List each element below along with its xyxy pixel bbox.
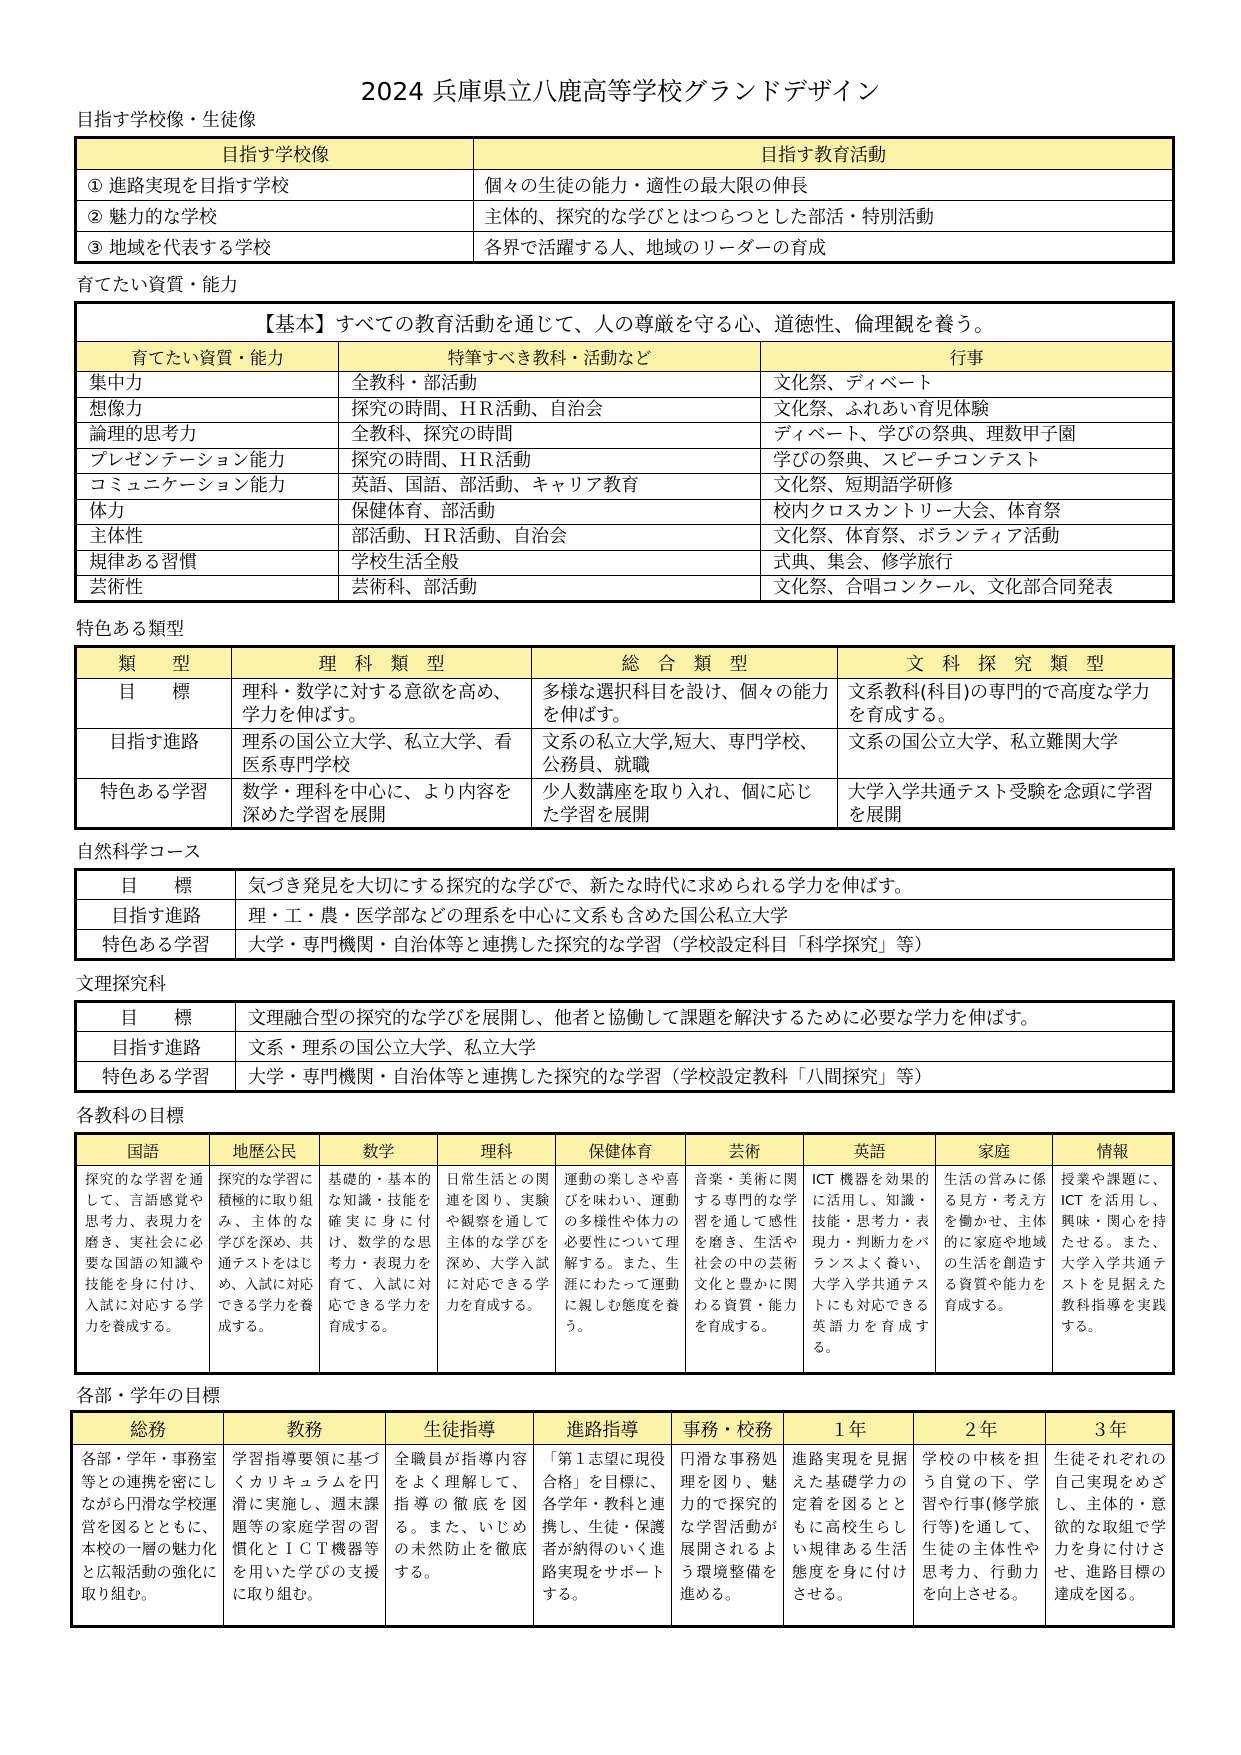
- table-row: [76, 550, 1174, 576]
- qualities-subjects-cell: 全教科、探究の時間: [339, 423, 761, 449]
- qualities-events-cell: 式典、集会、修学旅行: [761, 550, 1174, 576]
- qualities-events-cell: 校内クロスカントリー大会、体育祭: [761, 499, 1174, 525]
- types-table: [74, 645, 1175, 830]
- department-header: 生徒指導: [386, 1412, 534, 1445]
- science-row-value: 理・工・農・医学部などの理系を中心に文系も含めた国公私立大学: [236, 900, 1174, 930]
- science-row-label: 目指す進路: [76, 900, 236, 930]
- vision-activity-cell: 主体的、探究的な学びとはつらつとした部活・特別活動: [474, 201, 1174, 232]
- qualities-subjects-cell: 全教科・部活動: [339, 372, 761, 398]
- subject-header: 地歴公民: [210, 1134, 320, 1166]
- qualities-ability-cell: 集中力: [76, 372, 339, 398]
- qualities-ability-cell: 主体性: [76, 525, 339, 551]
- subject-header: 保健体育: [556, 1134, 686, 1166]
- table-row: [76, 576, 1174, 602]
- department-header: 事務・校務: [672, 1412, 784, 1445]
- science-row-value: 気づき発見を大切にする探究的な学びで、新たな時代に求められる学力を伸ばす。: [236, 870, 1174, 900]
- section-heading-bunri: 文理探究科: [76, 974, 166, 995]
- subject-goal-text: 音楽・美術に関する専門的な学習を通して感性を磨き、生活や社会の中の芸術文化と豊かに関わる資質・能力を育成する。: [686, 1166, 804, 1374]
- bunri-row-value: 大学・専門機関・自治体等と連携した探究的な学習（学校設定教科「八間探究」等）: [236, 1062, 1174, 1092]
- types-science-cell: 数学・理科を中心に、より内容を深めた学習を展開: [232, 779, 532, 829]
- subject-goal-text: 探究的な学習を通して、言語感覚や思考力、表現力を磨き、実社会に必要な国語の知識や技能を身に付け、入試に対応する学力を養成する。: [76, 1166, 210, 1374]
- bunri-row-value: 文系・理系の国公立大学、私立大学: [236, 1032, 1174, 1062]
- vision-school-cell: ③ 地域を代表する学校: [76, 232, 474, 263]
- qualities-ability-cell: 論理的思考力: [76, 423, 339, 449]
- qualities-events-cell: 文化祭、ふれあい育児体験: [761, 397, 1174, 423]
- subject-header: 数学: [320, 1134, 438, 1166]
- section-heading-types: 特色ある類型: [76, 619, 184, 640]
- types-general-cell: 少人数講座を取り入れ、個に応じた学習を展開: [532, 779, 838, 829]
- qualities-events-cell: ディベート、学びの祭典、理数甲子園: [761, 423, 1174, 449]
- page-title: 2024 兵庫県立八鹿高等学校グランドデザイン: [360, 77, 881, 106]
- table-row: [76, 474, 1174, 500]
- qualities-base-statement: 【基本】すべての教育活動を通じて、人の尊厳を守る心、道徳性、倫理観を養う。: [76, 303, 1174, 342]
- department-header: 総務: [72, 1412, 224, 1445]
- types-header-science: 理 科 類 型: [232, 647, 532, 679]
- bunri-row-value: 文理融合型の探究的な学びを展開し、他者と協働して課題を解決するために必要な学力を伸ばす。: [236, 1002, 1174, 1032]
- vision-activity-cell: 各界で活躍する人、地域のリーダーの育成: [474, 232, 1174, 263]
- subject-goal-text: 生活の営みに係る見方・考え方を働かせ、主体的に家庭や地域の生活を創造する資質や能力を育成する。: [936, 1166, 1053, 1374]
- section-heading-subjects: 各教科の目標: [76, 1106, 184, 1127]
- bunri-row-label: 目 標: [76, 1002, 236, 1032]
- qualities-ability-cell: コミュニケーション能力: [76, 474, 339, 500]
- table-row: [76, 729, 1174, 779]
- types-science-cell: 理系の国公立大学、私立大学、看医系専門学校: [232, 729, 532, 779]
- department-goal-text: 学校の中核を担う自覚の下、学習や行事(修学旅行等)を通して、生徒の主体性や思考力、行動力を向上させる。: [914, 1445, 1046, 1627]
- departments-table: [70, 1410, 1175, 1628]
- qualities-ability-cell: プレゼンテーション能力: [76, 448, 339, 474]
- table-row: [76, 201, 1174, 232]
- subject-goal-text: 基礎的・基本的な知識・技能を確実に身に付け、数学的な思考力・表現力を育て、入試に対応できる学力を育成する。: [320, 1166, 438, 1374]
- types-row-label: 特色ある学習: [76, 779, 232, 829]
- table-row: [76, 1062, 1174, 1092]
- science-row-label: 特色ある学習: [76, 930, 236, 960]
- qualities-events-cell: 文化祭、合唱コンクール、文化部合同発表: [761, 576, 1174, 602]
- section-heading-qualities: 育てたい資質・能力: [76, 275, 238, 296]
- qualities-ability-cell: 想像力: [76, 397, 339, 423]
- department-header: １年: [784, 1412, 914, 1445]
- table-row: [76, 499, 1174, 525]
- department-goal-text: 全職員が指導内容をよく理解して、指導の徹底を図る。また、いじめの未然防止を徹底する。: [386, 1445, 534, 1627]
- types-humanities-cell: 大学入学共通テスト受験を念頭に学習を展開: [838, 779, 1174, 829]
- table-row: [76, 448, 1174, 474]
- subject-header: 英語: [804, 1134, 936, 1166]
- qualities-header-subjects: 特筆すべき教科・活動など: [339, 342, 761, 372]
- qualities-events-cell: 文化祭、体育祭、ボランティア活動: [761, 525, 1174, 551]
- department-header: 教務: [224, 1412, 386, 1445]
- table-row: [76, 232, 1174, 263]
- qualities-events-cell: 学びの祭典、スピーチコンテスト: [761, 448, 1174, 474]
- subject-goal-text: 運動の楽しさや喜びを味わい、運動の多様性や体力の必要性について理解する。また、生涯にわたって運動に親しむ態度を養う。: [556, 1166, 686, 1374]
- department-header: ２年: [914, 1412, 1046, 1445]
- subject-header: 家庭: [936, 1134, 1053, 1166]
- subject-header: 芸術: [686, 1134, 804, 1166]
- table-row: [76, 397, 1174, 423]
- table-row: [76, 170, 1174, 201]
- qualities-table: [74, 301, 1175, 603]
- vision-header-school: 目指す学校像: [76, 138, 474, 170]
- department-header: 進路指導: [534, 1412, 672, 1445]
- table-row: [76, 423, 1174, 449]
- types-general-cell: 多様な選択科目を設け、個々の能力を伸ばす。: [532, 679, 838, 729]
- types-header-general: 総 合 類 型: [532, 647, 838, 679]
- table-row: [76, 900, 1174, 930]
- vision-activity-cell: 個々の生徒の能力・適性の最大限の伸長: [474, 170, 1174, 201]
- department-goal-text: 進路実現を見据えた基礎学力の定着を図るとともに高校生らしい規律ある生活態度を身に付けさせる。: [784, 1445, 914, 1627]
- subject-goal-text: 授業や課題に、ICT を活用し、興味・関心を持たせる。また、大学入学共通テストを見据えた教科指導を実践する。: [1053, 1166, 1174, 1374]
- bunri-row-label: 特色ある学習: [76, 1062, 236, 1092]
- section-heading-departments: 各部・学年の目標: [76, 1386, 220, 1407]
- vision-header-activity: 目指す教育活動: [474, 138, 1174, 170]
- subject-header: 国語: [76, 1134, 210, 1166]
- department-goal-text: 生徒それぞれの自己実現をめざし、主体的・意欲的な取組で学力を身に付けさせ、進路目標の達成を図る。: [1046, 1445, 1174, 1627]
- table-row: [76, 372, 1174, 398]
- section-heading-vision: 目指す学校像・生徒像: [76, 110, 256, 131]
- department-goal-text: 円滑な事務処理を図り、魅力的で探究的な学習活動が展開されるよう環境整備を進める。: [672, 1445, 784, 1627]
- bunri-row-label: 目指す進路: [76, 1032, 236, 1062]
- science-row-value: 大学・専門機関・自治体等と連携した探究的な学習（学校設定科目「科学探究」等）: [236, 930, 1174, 960]
- table-row: [76, 870, 1174, 900]
- subject-goal-text: 日常生活との関連を図り、実験や観察を通して主体的な学びを深め、大学入試に対応できる学力を育成する。: [438, 1166, 556, 1374]
- vision-school-cell: ② 魅力的な学校: [76, 201, 474, 232]
- types-header-humanities: 文 科 探 究 類 型: [838, 647, 1174, 679]
- types-general-cell: 文系の私立大学,短大、専門学校、公務員、就職: [532, 729, 838, 779]
- qualities-header-ability: 育てたい資質・能力: [76, 342, 339, 372]
- types-humanities-cell: 文系教科(科目)の専門的で高度な学力を育成する。: [838, 679, 1174, 729]
- table-row: [76, 679, 1174, 729]
- qualities-events-cell: 文化祭、短期語学研修: [761, 474, 1174, 500]
- science-course-table: [74, 868, 1175, 961]
- qualities-subjects-cell: 探究の時間、ＨＲ活動: [339, 448, 761, 474]
- table-row: [76, 1032, 1174, 1062]
- types-header-type: 類 型: [76, 647, 232, 679]
- types-row-label: 目指す進路: [76, 729, 232, 779]
- qualities-subjects-cell: 探究の時間、ＨＲ活動、自治会: [339, 397, 761, 423]
- qualities-ability-cell: 体力: [76, 499, 339, 525]
- subject-header: 理科: [438, 1134, 556, 1166]
- table-row: [76, 1002, 1174, 1032]
- subject-goal-text: ICT 機器を効果的に活用し、知識・技能・思考力・表現力・判断力をバランスよく養い、大学入学共通テストにも対応できる英語力を育成する。: [804, 1166, 936, 1374]
- qualities-ability-cell: 芸術性: [76, 576, 339, 602]
- subject-goal-text: 探究的な学習に積極的に取り組み、主体的な学びを深め、共通テストをはじめ、入試に対応できる学力を養成する。: [210, 1166, 320, 1374]
- bunri-table: [74, 1000, 1175, 1093]
- qualities-header-events: 行事: [761, 342, 1174, 372]
- science-row-label: 目 標: [76, 870, 236, 900]
- qualities-subjects-cell: 部活動、ＨＲ活動、自治会: [339, 525, 761, 551]
- table-row: [76, 779, 1174, 829]
- department-goal-text: 各部・学年・事務室等との連携を密にしながら円滑な学校運営を図るとともに、本校の一層の魅力化と広報活動の強化に取り組む。: [72, 1445, 224, 1627]
- subject-header: 情報: [1053, 1134, 1174, 1166]
- table-row: [76, 525, 1174, 551]
- qualities-ability-cell: 規律ある習慣: [76, 550, 339, 576]
- subjects-table: [74, 1132, 1175, 1375]
- section-heading-science-course: 自然科学コース: [76, 842, 202, 863]
- qualities-subjects-cell: 保健体育、部活動: [339, 499, 761, 525]
- types-science-cell: 理科・数学に対する意欲を高め、学力を伸ばす。: [232, 679, 532, 729]
- qualities-subjects-cell: 英語、国語、部活動、キャリア教育: [339, 474, 761, 500]
- types-row-label: 目 標: [76, 679, 232, 729]
- types-humanities-cell: 文系の国公立大学、私立難関大学: [838, 729, 1174, 779]
- vision-school-cell: ① 進路実現を目指す学校: [76, 170, 474, 201]
- qualities-subjects-cell: 学校生活全般: [339, 550, 761, 576]
- department-goal-text: 「第１志望に現役合格」を目標に、各学年・教科と連携し、生徒・保護者が納得のいく進路実現をサポートする。: [534, 1445, 672, 1627]
- table-row: [76, 930, 1174, 960]
- department-goal-text: 学習指導要領に基づくカリキュラムを円滑に実施し、週末課題等の家庭学習の習慣化とＩＣＴ機器等を用いた学びの支援に取り組む。: [224, 1445, 386, 1627]
- qualities-events-cell: 文化祭、ディベート: [761, 372, 1174, 398]
- department-header: ３年: [1046, 1412, 1174, 1445]
- vision-table: [74, 136, 1175, 264]
- qualities-subjects-cell: 芸術科、部活動: [339, 576, 761, 602]
